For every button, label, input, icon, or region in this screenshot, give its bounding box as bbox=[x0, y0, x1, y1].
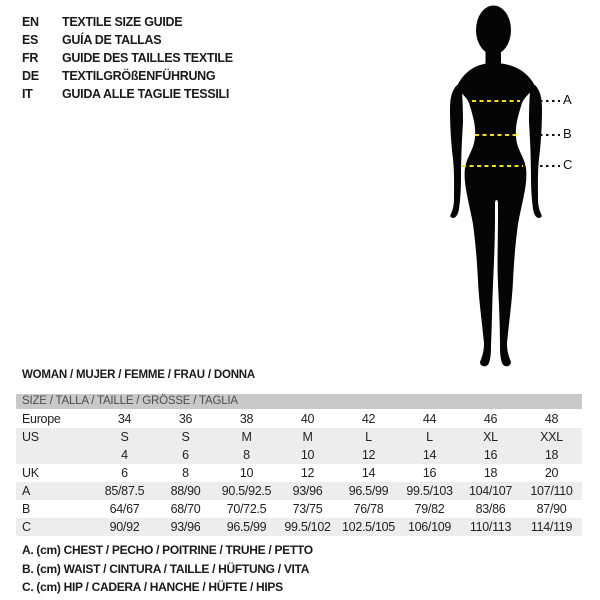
size-cell: 96.5/99 bbox=[348, 484, 389, 498]
measure-line-hip bbox=[410, 157, 600, 172]
chest-dashed-line bbox=[472, 100, 520, 102]
row-label: US bbox=[22, 430, 39, 444]
row-label: UK bbox=[22, 466, 39, 480]
hip-leader-dots bbox=[534, 165, 560, 167]
figure-area bbox=[410, 0, 600, 385]
size-cell: 8 bbox=[182, 466, 189, 480]
language-row bbox=[22, 67, 233, 85]
legend-hip: C. (cm) HIP / CADERA / HANCHE / HÜFTE / HIPS bbox=[22, 580, 283, 594]
size-cell: 20 bbox=[544, 466, 559, 480]
size-cell: 88/90 bbox=[170, 484, 201, 498]
size-cell: 68/70 bbox=[170, 502, 201, 516]
table-header: SIZE / TALLA / TAILLE / GRÖSSE / TAGLIA bbox=[16, 394, 582, 409]
size-cell: L bbox=[365, 430, 372, 444]
language-code: ES bbox=[22, 33, 39, 47]
size-cell: 110/113 bbox=[469, 520, 512, 534]
size-cell: 6 bbox=[182, 448, 189, 462]
table-row-waist bbox=[16, 500, 582, 518]
size-cell: 4 bbox=[121, 448, 128, 462]
size-cell: 16 bbox=[483, 448, 498, 462]
size-cell: 14 bbox=[422, 448, 437, 462]
size-cell: 8 bbox=[243, 448, 250, 462]
size-cell: 48 bbox=[544, 412, 559, 426]
size-table bbox=[16, 394, 582, 536]
size-cell: 16 bbox=[422, 466, 437, 480]
size-cell: XL bbox=[483, 430, 498, 444]
table-row-uk bbox=[16, 464, 582, 482]
size-cell: 42 bbox=[361, 412, 376, 426]
measure-line-chest bbox=[410, 92, 600, 107]
woman-silhouette bbox=[410, 0, 600, 385]
language-title: TEXTILE SIZE GUIDE bbox=[62, 15, 183, 29]
size-cell: 14 bbox=[361, 466, 376, 480]
size-cell: 34 bbox=[117, 412, 132, 426]
size-cell: 44 bbox=[422, 412, 437, 426]
language-code: DE bbox=[22, 69, 39, 83]
size-cell: 46 bbox=[483, 412, 498, 426]
language-row bbox=[22, 31, 233, 49]
size-cell: 90/92 bbox=[109, 520, 140, 534]
size-cell: 73/75 bbox=[292, 502, 323, 516]
size-cell: 12 bbox=[361, 448, 376, 462]
size-cell: 18 bbox=[483, 466, 498, 480]
size-cell: 6 bbox=[121, 466, 128, 480]
size-cell: 107/110 bbox=[530, 484, 573, 498]
row-label: B bbox=[22, 502, 31, 516]
waist-leader-dots bbox=[534, 134, 560, 136]
legend-waist: B. (cm) WAIST / CINTURA / TAILLE / HÜFTUNG / VITA bbox=[22, 561, 310, 576]
table-row-us-letters bbox=[16, 428, 582, 446]
size-cell: 102.5/105 bbox=[342, 520, 395, 534]
table-row-europe bbox=[16, 410, 582, 428]
measure-line-waist bbox=[410, 126, 600, 141]
size-cell: 79/82 bbox=[414, 502, 445, 516]
size-cell: 96.5/99 bbox=[226, 520, 267, 534]
language-title: GUÍA DE TALLAS bbox=[62, 33, 162, 47]
table-row-us-numbers bbox=[16, 446, 582, 464]
size-cell: 70/72.5 bbox=[226, 502, 267, 516]
row-label: A bbox=[22, 484, 31, 498]
size-cell: 10 bbox=[300, 448, 315, 462]
language-row bbox=[22, 13, 233, 31]
row-label: C bbox=[22, 520, 31, 534]
size-cell: 64/67 bbox=[109, 502, 140, 516]
size-cell: 40 bbox=[300, 412, 315, 426]
size-cell: 99.5/103 bbox=[406, 484, 453, 498]
language-list bbox=[22, 13, 233, 103]
measure-label-c: C bbox=[563, 157, 573, 172]
size-cell: S bbox=[181, 430, 190, 444]
size-cell: 18 bbox=[544, 448, 559, 462]
size-cell: 93/96 bbox=[170, 520, 201, 534]
size-cell: 83/86 bbox=[475, 502, 506, 516]
size-cell: S bbox=[120, 430, 129, 444]
hip-dashed-line bbox=[462, 165, 523, 167]
chest-leader-dots bbox=[534, 100, 560, 102]
size-cell: 87/90 bbox=[536, 502, 567, 516]
size-cell: 99.5/102 bbox=[284, 520, 331, 534]
measure-label-b: B bbox=[563, 126, 572, 141]
measurement-legend bbox=[22, 541, 313, 597]
size-cell: XXL bbox=[540, 430, 563, 444]
language-title: TEXTILGRÖßENFÜHRUNG bbox=[62, 69, 216, 83]
row-label bbox=[16, 446, 94, 464]
row-label: Europe bbox=[22, 412, 61, 426]
language-row bbox=[22, 49, 233, 67]
size-cell: 104/107 bbox=[468, 484, 513, 498]
size-cell: 93/96 bbox=[292, 484, 323, 498]
size-cell: 10 bbox=[239, 466, 254, 480]
size-cell: 85/87.5 bbox=[104, 484, 145, 498]
language-title: GUIDA ALLE TAGLIE TESSILI bbox=[62, 87, 230, 101]
size-cell: 106/109 bbox=[407, 520, 452, 534]
language-code: IT bbox=[22, 87, 33, 101]
size-cell: 114/119 bbox=[530, 520, 573, 534]
waist-dashed-line bbox=[475, 134, 517, 136]
size-cell: 36 bbox=[178, 412, 193, 426]
size-cell: 90.5/92.5 bbox=[221, 484, 272, 498]
table-row-hip bbox=[16, 518, 582, 536]
section-title: WOMAN / MUJER / FEMME / FRAU / DONNA bbox=[22, 369, 256, 381]
size-cell: 12 bbox=[300, 466, 315, 480]
legend-chest: A. (cm) CHEST / PECHO / POITRINE / TRUHE / PETTO bbox=[22, 543, 313, 557]
language-code: EN bbox=[22, 15, 39, 29]
language-row bbox=[22, 85, 233, 103]
size-cell: M bbox=[302, 430, 313, 444]
table-row-chest bbox=[16, 482, 582, 500]
language-code: FR bbox=[22, 51, 39, 65]
language-title: GUIDE DES TAILLES TEXTILE bbox=[62, 51, 233, 65]
size-cell: 38 bbox=[239, 412, 254, 426]
size-cell: L bbox=[426, 430, 433, 444]
size-cell: 76/78 bbox=[353, 502, 384, 516]
measure-label-a: A bbox=[563, 92, 572, 107]
size-cell: M bbox=[241, 430, 252, 444]
